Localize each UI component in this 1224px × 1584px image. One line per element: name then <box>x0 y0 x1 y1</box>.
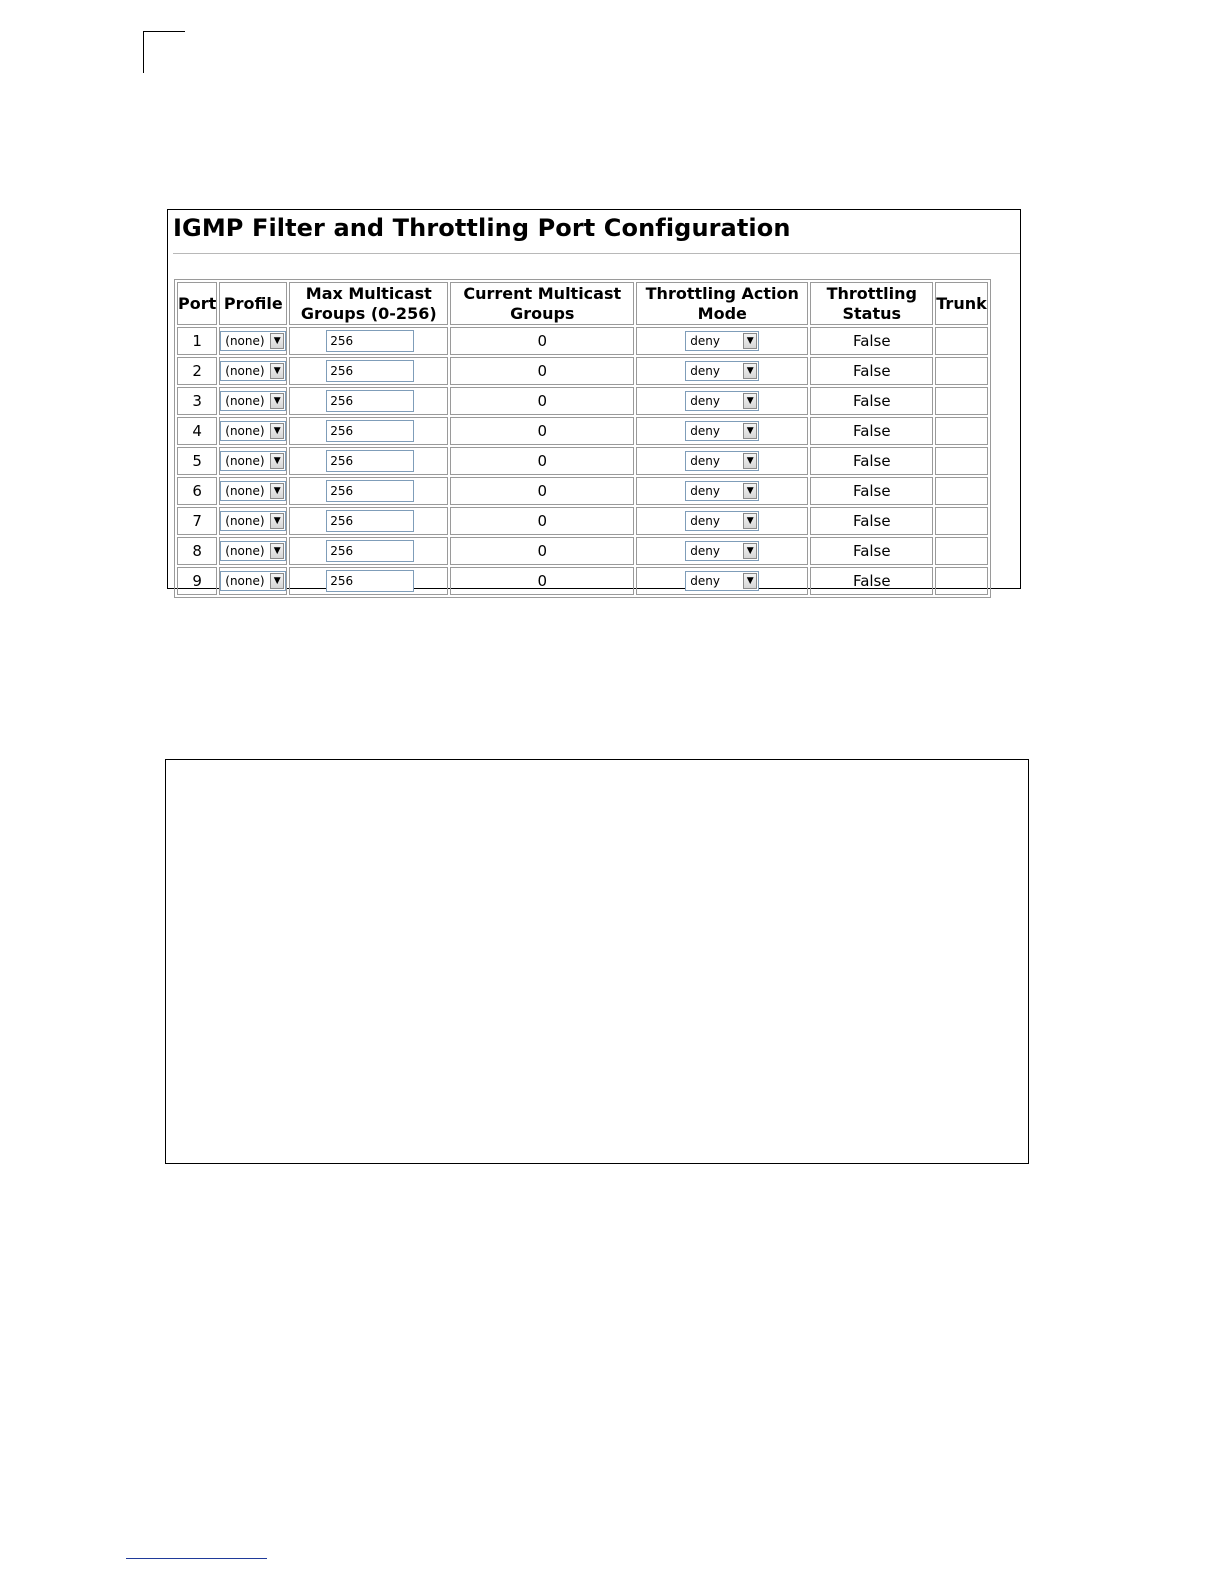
max-groups-cell <box>289 507 448 535</box>
table-row <box>177 507 988 535</box>
page-corner-mark <box>143 31 185 73</box>
throttling-status: False <box>810 327 933 355</box>
current-groups: 0 <box>450 357 634 385</box>
action-mode-cell <box>636 537 808 565</box>
current-groups: 0 <box>450 387 634 415</box>
footer-rule <box>126 1558 267 1559</box>
action-mode-cell <box>636 387 808 415</box>
chevron-down-icon[interactable]: ▼ <box>743 453 757 469</box>
throttling-status: False <box>810 357 933 385</box>
throttling-status: False <box>810 537 933 565</box>
max-groups-input[interactable]: 256 <box>326 540 414 562</box>
column-header-max-groups: Max Multicast Groups (0-256) <box>289 282 448 325</box>
empty-figure-frame <box>165 759 1029 1164</box>
port-number: 6 <box>177 477 217 505</box>
column-header-trunk: Trunk <box>935 282 987 325</box>
table-body <box>177 327 988 595</box>
profile-cell <box>219 447 287 475</box>
max-groups-input[interactable]: 256 <box>326 390 414 412</box>
max-groups-input[interactable]: 256 <box>326 510 414 532</box>
chevron-down-icon[interactable]: ▼ <box>270 483 284 499</box>
profile-select[interactable]: (none) ▼ <box>220 421 286 441</box>
action-mode-select[interactable]: deny ▼ <box>685 571 759 591</box>
action-mode-select[interactable]: deny ▼ <box>685 481 759 501</box>
action-mode-select[interactable]: deny ▼ <box>685 331 759 351</box>
port-number: 5 <box>177 447 217 475</box>
action-mode-select[interactable]: deny ▼ <box>685 541 759 561</box>
action-mode-select[interactable]: deny ▼ <box>685 361 759 381</box>
table-row <box>177 327 988 355</box>
title-divider <box>173 253 1020 254</box>
column-header-status: Throttling Status <box>810 282 933 325</box>
port-number: 7 <box>177 507 217 535</box>
max-groups-cell <box>289 357 448 385</box>
chevron-down-icon[interactable]: ▼ <box>270 393 284 409</box>
chevron-down-icon[interactable]: ▼ <box>270 363 284 379</box>
profile-select[interactable]: (none) ▼ <box>220 361 286 381</box>
trunk-cell <box>935 537 987 565</box>
max-groups-cell <box>289 447 448 475</box>
profile-cell <box>219 417 287 445</box>
port-config-table <box>174 279 991 598</box>
chevron-down-icon[interactable]: ▼ <box>270 453 284 469</box>
max-groups-cell <box>289 477 448 505</box>
profile-cell <box>219 477 287 505</box>
table-row <box>177 447 988 475</box>
current-groups: 0 <box>450 537 634 565</box>
profile-select[interactable]: (none) ▼ <box>220 571 286 591</box>
profile-cell <box>219 357 287 385</box>
table-row <box>177 567 988 595</box>
action-mode-cell <box>636 447 808 475</box>
profile-cell <box>219 507 287 535</box>
chevron-down-icon[interactable]: ▼ <box>743 483 757 499</box>
action-mode-cell <box>636 357 808 385</box>
throttling-status: False <box>810 477 933 505</box>
action-mode-select[interactable]: deny ▼ <box>685 511 759 531</box>
action-mode-select[interactable]: deny ▼ <box>685 451 759 471</box>
trunk-cell <box>935 447 987 475</box>
max-groups-input[interactable]: 256 <box>326 450 414 472</box>
trunk-cell <box>935 507 987 535</box>
trunk-cell <box>935 387 987 415</box>
action-mode-cell <box>636 507 808 535</box>
column-header-current-groups: Current Multicast Groups <box>450 282 634 325</box>
page-title: IGMP Filter and Throttling Port Configuration <box>173 214 791 242</box>
chevron-down-icon[interactable]: ▼ <box>270 513 284 529</box>
chevron-down-icon[interactable]: ▼ <box>743 513 757 529</box>
max-groups-input[interactable]: 256 <box>326 420 414 442</box>
chevron-down-icon[interactable]: ▼ <box>270 543 284 559</box>
profile-select[interactable]: (none) ▼ <box>220 391 286 411</box>
trunk-cell <box>935 567 987 595</box>
port-number: 2 <box>177 357 217 385</box>
current-groups: 0 <box>450 417 634 445</box>
max-groups-cell <box>289 537 448 565</box>
action-mode-cell <box>636 567 808 595</box>
chevron-down-icon[interactable]: ▼ <box>743 573 757 589</box>
action-mode-cell <box>636 327 808 355</box>
current-groups: 0 <box>450 477 634 505</box>
current-groups: 0 <box>450 327 634 355</box>
throttling-status: False <box>810 447 933 475</box>
chevron-down-icon[interactable]: ▼ <box>743 423 757 439</box>
max-groups-input[interactable]: 256 <box>326 570 414 592</box>
profile-select[interactable]: (none) ▼ <box>220 481 286 501</box>
column-header-profile: Profile <box>219 282 287 325</box>
table-row <box>177 417 988 445</box>
chevron-down-icon[interactable]: ▼ <box>743 393 757 409</box>
table-row <box>177 477 988 505</box>
trunk-cell <box>935 357 987 385</box>
action-mode-select[interactable]: deny ▼ <box>685 391 759 411</box>
max-groups-input[interactable]: 256 <box>326 480 414 502</box>
profile-select[interactable]: (none) ▼ <box>220 511 286 531</box>
current-groups: 0 <box>450 507 634 535</box>
max-groups-input[interactable]: 256 <box>326 360 414 382</box>
profile-select[interactable]: (none) ▼ <box>220 451 286 471</box>
max-groups-cell <box>289 417 448 445</box>
max-groups-cell <box>289 387 448 415</box>
profile-cell <box>219 387 287 415</box>
current-groups: 0 <box>450 567 634 595</box>
profile-cell <box>219 327 287 355</box>
chevron-down-icon[interactable]: ▼ <box>270 423 284 439</box>
action-mode-select[interactable]: deny ▼ <box>685 421 759 441</box>
chevron-down-icon[interactable]: ▼ <box>270 573 284 589</box>
port-number: 3 <box>177 387 217 415</box>
chevron-down-icon[interactable]: ▼ <box>270 333 284 349</box>
max-groups-cell <box>289 567 448 595</box>
port-number: 1 <box>177 327 217 355</box>
trunk-cell <box>935 327 987 355</box>
igmp-port-config-panel <box>167 209 1021 589</box>
trunk-cell <box>935 417 987 445</box>
throttling-status: False <box>810 507 933 535</box>
current-groups: 0 <box>450 447 634 475</box>
table-row <box>177 387 988 415</box>
trunk-cell <box>935 477 987 505</box>
profile-select[interactable]: (none) ▼ <box>220 331 286 351</box>
max-groups-input[interactable]: 256 <box>326 330 414 352</box>
throttling-status: False <box>810 387 933 415</box>
column-header-action-mode: Throttling Action Mode <box>636 282 808 325</box>
throttling-status: False <box>810 567 933 595</box>
port-number: 8 <box>177 537 217 565</box>
profile-cell <box>219 537 287 565</box>
chevron-down-icon[interactable]: ▼ <box>743 543 757 559</box>
table-row <box>177 357 988 385</box>
chevron-down-icon[interactable]: ▼ <box>743 363 757 379</box>
column-header-port: Port <box>177 282 217 325</box>
max-groups-cell <box>289 327 448 355</box>
port-number: 9 <box>177 567 217 595</box>
chevron-down-icon[interactable]: ▼ <box>743 333 757 349</box>
table-row <box>177 537 988 565</box>
port-number: 4 <box>177 417 217 445</box>
action-mode-cell <box>636 417 808 445</box>
profile-select[interactable]: (none) ▼ <box>220 541 286 561</box>
profile-cell <box>219 567 287 595</box>
throttling-status: False <box>810 417 933 445</box>
table-header-row <box>177 282 988 325</box>
action-mode-cell <box>636 477 808 505</box>
